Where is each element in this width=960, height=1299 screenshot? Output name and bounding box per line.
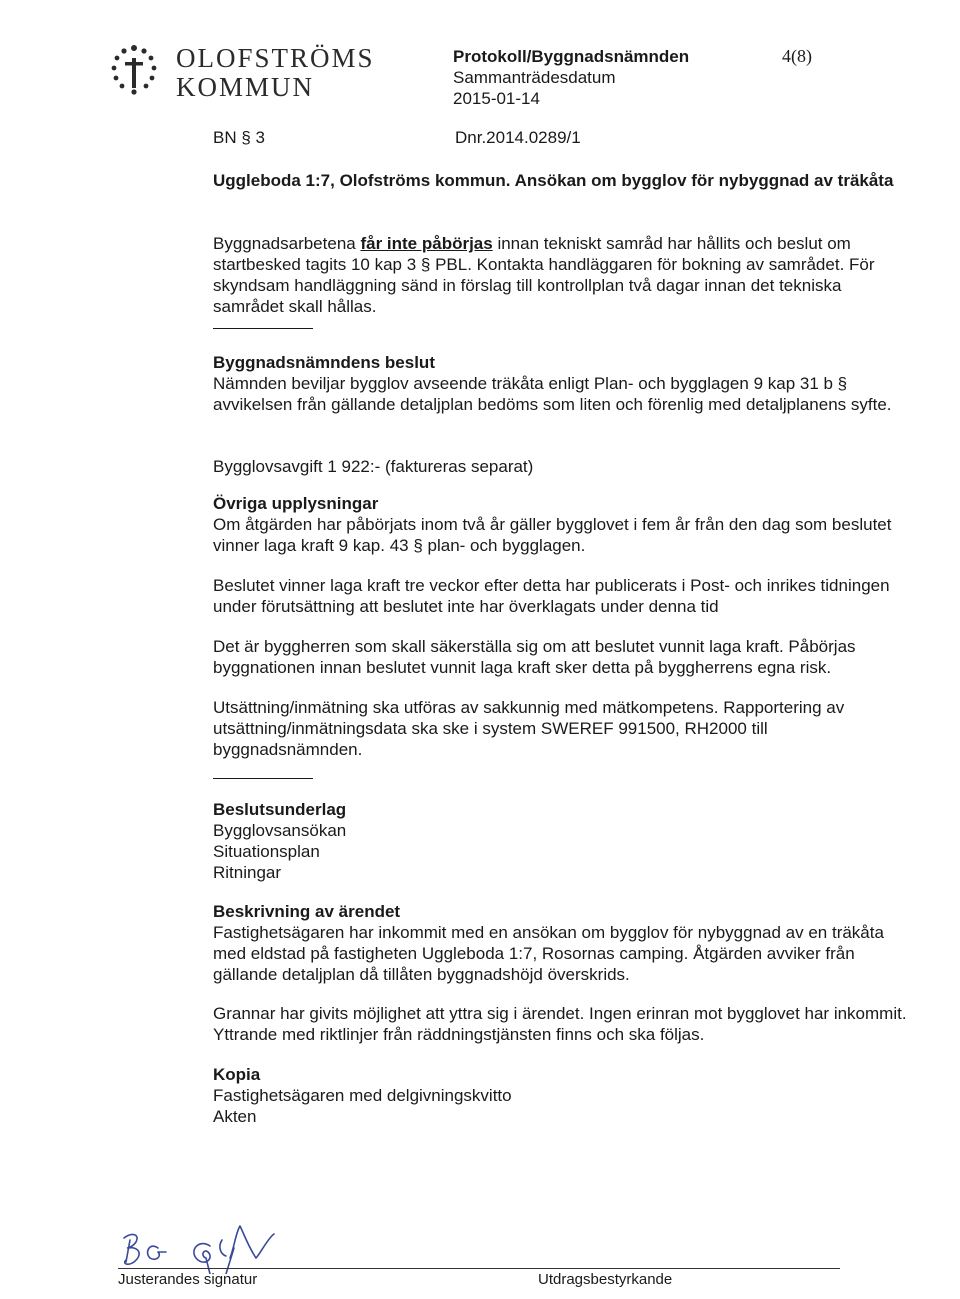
paragraph-reference: BN § 3 [213,128,265,147]
page-number: 4(8) [782,46,812,66]
signature-line [118,1268,840,1269]
basis-section [213,799,913,883]
meeting-date-label: Sammanträdesdatum [453,68,616,87]
other-info-paragraph: Om åtgärden har påbörjats inom två år gäller bygglovet i fem år från den dag som beslutet vinner laga kraft 9 kap. 43 § plan- och bygglagen. [213,515,892,555]
section-divider [213,328,313,329]
list-item: Bygglovsansökan [213,821,347,840]
extract-label: Utdragsbestyrkande [538,1271,673,1288]
decision-heading: Byggnadsnämndens beslut [213,353,435,372]
description-paragraph: Grannar har givits möjlighet att yttra sig i ärendet. Ingen erinran mot bygglovet har inkommit. Yttrande med riktlinjer från räddningstjänsten finns och ska följas. [213,1004,907,1044]
basis-heading: Beslutsunderlag [213,800,347,819]
decision-section [213,352,913,415]
copy-heading: Kopia [213,1065,261,1084]
decision-text: Nämnden beviljar bygglov avseende träkåta enligt Plan- och bygglagen 9 kap 31 b § avvikelsen från gällande detaljplan bedöms som liten och förenlig med detaljplanens syfte. [213,374,892,414]
intro-paragraph: Byggnadsarbetena får inte påbörjas innan tekniskt samråd har hållits och beslut om startbesked tagits 10 kap 3 § PBL. Kontakta handläggaren för bokning av samrådet. För skyndsam handläggning sänd in förslag till kontrollplan två dagar innan det tekniska samrådet skall hållas. [213,234,875,316]
description-section [213,901,913,985]
copy-section [213,1064,913,1127]
description-paragraph: Fastighetsägaren har inkommit med en ansökan om bygglov för nybyggnad av en träkåta med eldstad på fastigheten Uggleboda 1:7, Rosornas camping. Åtgärden avviker från gällande detaljplan då tillåten byggnadshöjd överskrids. [213,923,884,984]
municipality-logo-icon [108,40,160,100]
other-info-paragraph: Det är byggherren som skall säkerställa sig om att beslutet vunnit laga kraft. Påbörjas byggnationen innan beslutet vunnit laga kraft sker detta på byggherrens egna risk. [213,637,856,677]
handwritten-initials-icon [118,1218,308,1274]
intro-emphasis: får inte påbörjas [360,234,493,253]
document-header [453,46,689,109]
description-heading: Beskrivning av ärendet [213,902,401,921]
other-info-paragraph: Utsättning/inmätning ska utföras av sakkunnig med mätkompetens. Rapportering av utsättning/inmätningsdata ska ske i system SWEREF 991500, RH2000 till byggnadsnämnden. [213,698,845,759]
fee-text: Bygglovsavgift 1 922:- (faktureras separat) [213,457,534,476]
municipality-name: OLOFSTRÖMS KOMMUN [176,43,375,102]
list-item: Ritningar [213,863,282,882]
list-item: Akten [213,1107,257,1126]
meeting-date: 2015-01-14 [453,89,540,108]
diary-number: Dnr.2014.0289/1 [455,128,581,147]
other-info-paragraph: Beslutet vinner laga kraft tre veckor efter detta har publicerats i Post- och inrikes tidningen under förutsättning att beslutet inte har överklagats under denna tid [213,576,890,616]
list-item: Fastighetsägaren med delgivningskvitto [213,1086,512,1105]
section-divider [213,778,313,779]
protocol-title: Protokoll/Byggnadsnämnden [453,47,690,66]
signature-label: Justerandes signatur [118,1271,258,1288]
other-info-section [213,493,913,556]
list-item: Situationsplan [213,842,320,861]
other-info-heading: Övriga upplysningar [213,494,379,513]
case-title: Uggleboda 1:7, Olofströms kommun. Ansökan om bygglov för nybyggnad av träkåta [213,171,894,190]
